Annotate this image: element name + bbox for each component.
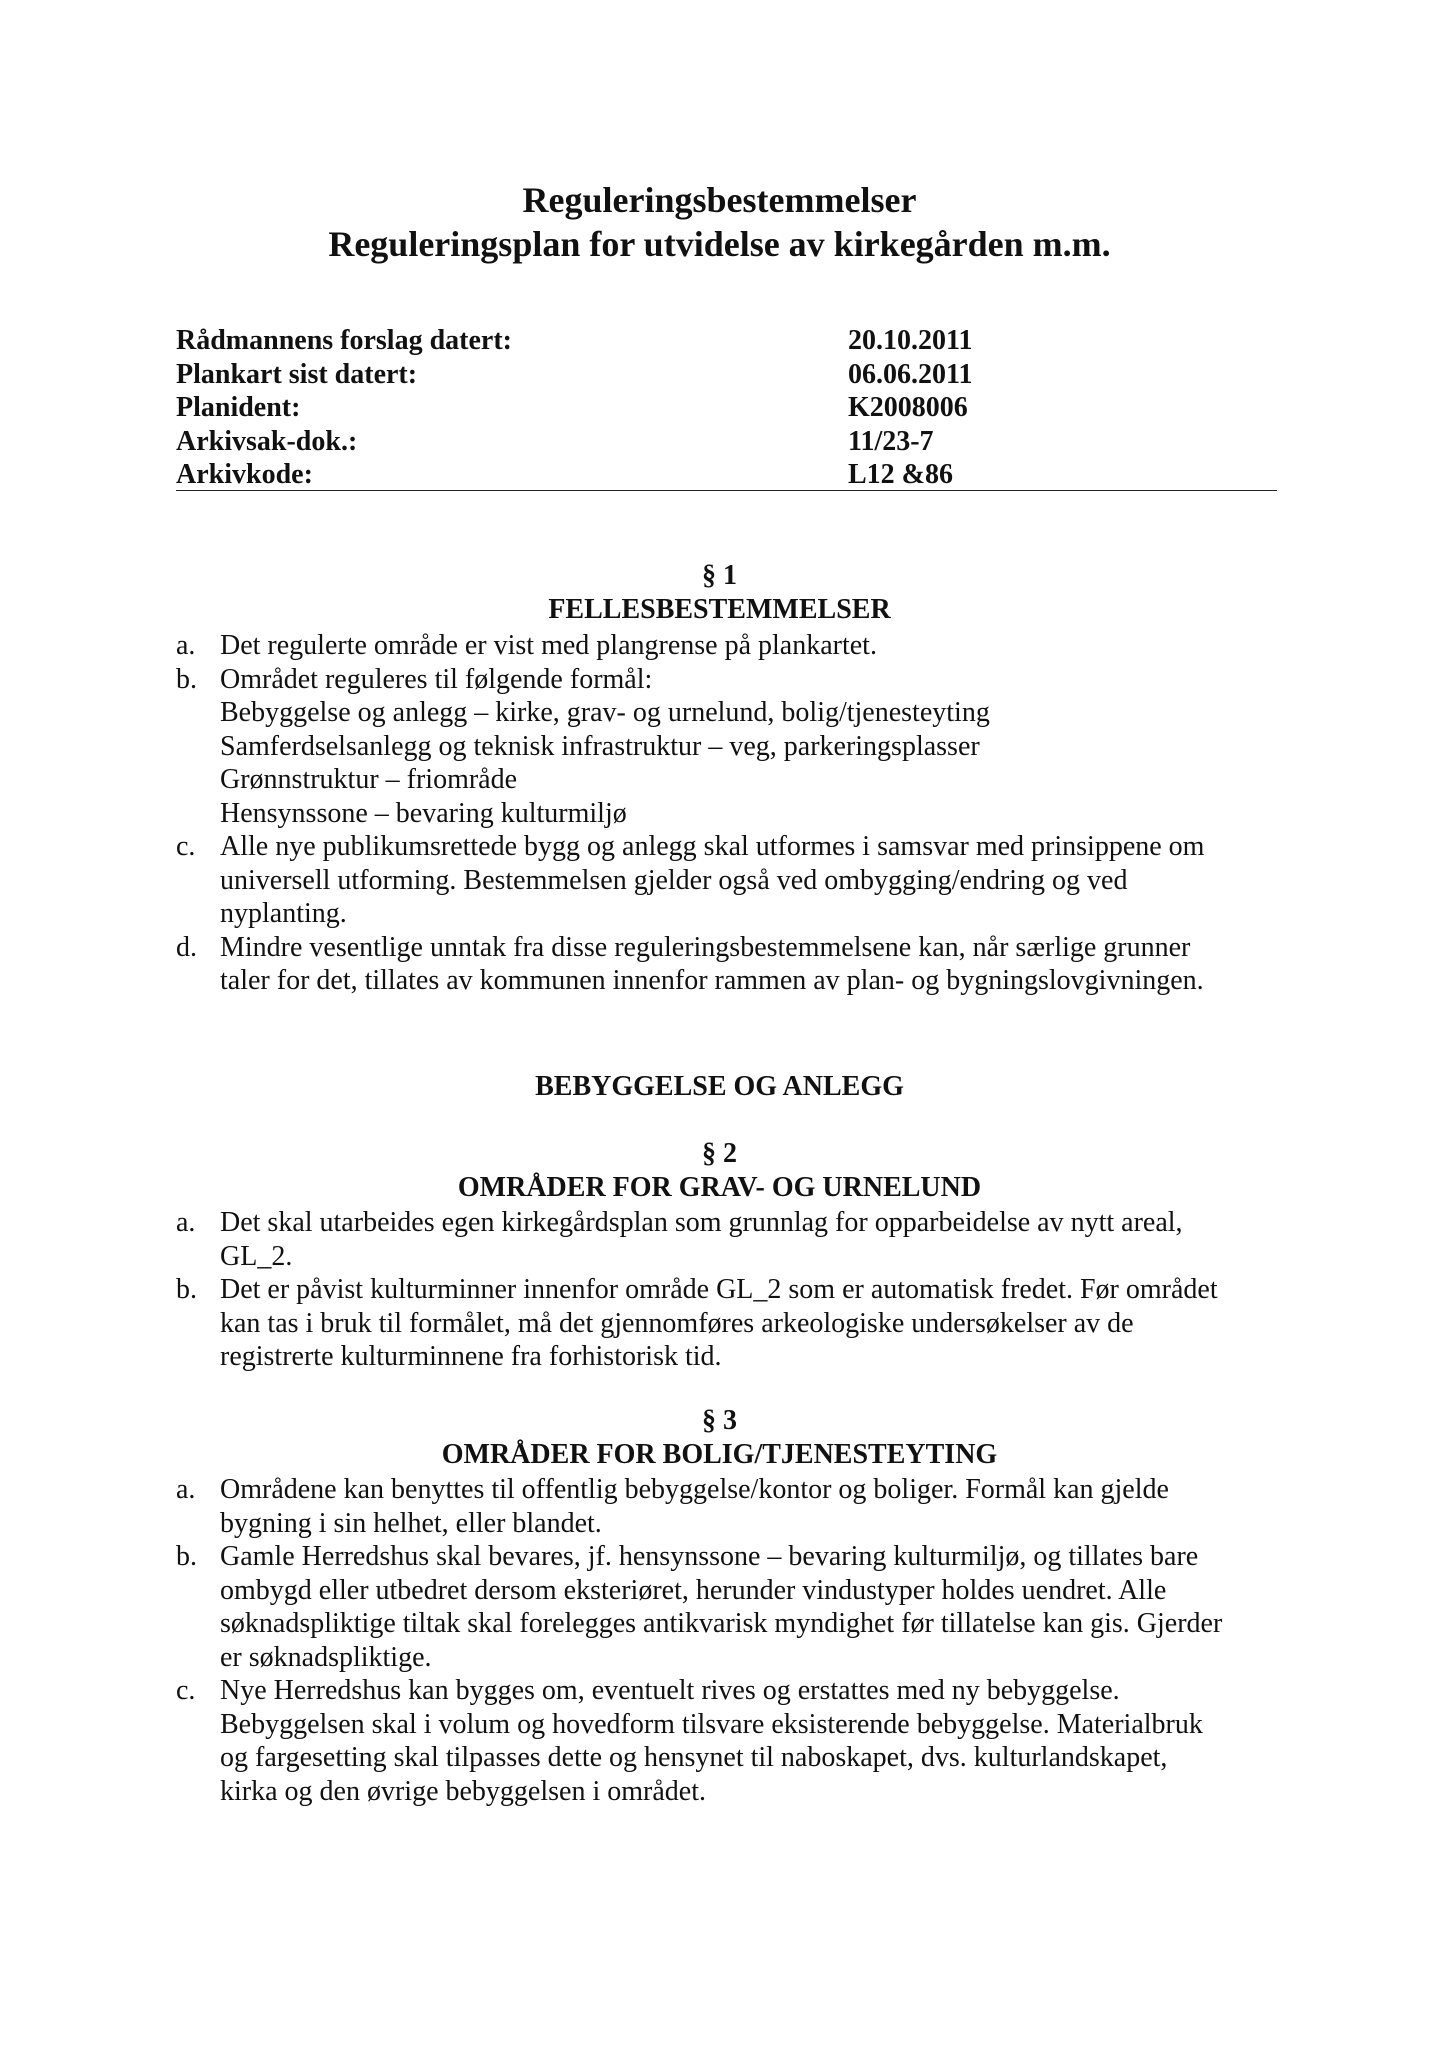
item-text: nyplanting. (220, 898, 347, 929)
item-text: universell utforming. Bestemmelsen gjelder også ved ombygging/endring og ved (220, 864, 1128, 896)
section-1-items (176, 629, 1286, 998)
item-text: og fargesetting skal tilpasses dette og hensynet til naboskapet, dvs. kulturlandskapet, (220, 1742, 1168, 1773)
item-text: bygning i sin helhet, eller blandet. (220, 1507, 602, 1539)
metadata-label: Rådmannens forslag datert: (176, 325, 512, 356)
section-2-heading: OMRÅDER FOR GRAV- OG URNELUND (457, 1172, 982, 1203)
metadata-value: 11/23-7 (848, 425, 934, 457)
item-text: registrerte kulturminnene fra forhistorisk tid. (220, 1341, 722, 1372)
group-heading: BEBYGGELSE OG ANLEGG (535, 1071, 904, 1102)
list-item (176, 1273, 1286, 1374)
item-text: Det skal utarbeides egen kirkegårdsplan som grunnlag for opparbeidelse av nytt areal, (220, 1207, 1183, 1238)
item-letter: b. (176, 1541, 197, 1572)
item-text: kirka og den øvrige bebyggelsen i området. (220, 1775, 706, 1807)
item-text: Nye Herredshus kan bygges om, eventuelt rives og erstattes med ny bebyggelse. (220, 1675, 1120, 1706)
item-letter: b. (176, 1274, 197, 1305)
item-text: Områdene kan benyttes til offentlig bebyggelse/kontor og boliger. Formål kan gjelde (220, 1474, 1169, 1505)
list-item (176, 1540, 1286, 1674)
metadata-value: 20.10.2011 (848, 325, 973, 356)
item-text: taler for det, tillates av kommunen innenfor rammen av plan- og bygningslovgivningen. (220, 965, 1204, 996)
item-text: GL_2. (220, 1240, 293, 1272)
item-text: kan tas i bruk til formålet, må det gjennomføres arkeologiske undersøkelser av de (220, 1307, 1134, 1339)
section-3-heading: OMRÅDER FOR BOLIG/TJENESTEYTING (441, 1439, 998, 1470)
item-letter: a. (176, 1207, 196, 1238)
item-text: Samferdselsanlegg og teknisk infrastruktur – veg, parkeringsplasser (220, 730, 980, 762)
metadata-row (176, 358, 1277, 392)
section-1-heading: FELLESBESTEMMELSER (548, 594, 891, 625)
item-text: Grønnstruktur – friområde (220, 764, 518, 795)
item-letter: c. (176, 1675, 196, 1706)
metadata-label: Plankart sist datert: (176, 358, 418, 390)
item-text: er søknadspliktige. (220, 1641, 432, 1673)
list-item (176, 1473, 1286, 1540)
section-3-items (176, 1473, 1286, 1808)
list-item (176, 663, 1286, 831)
item-text: Det er påvist kulturminner innenfor område GL_2 som er automatisk fredet. Før området (220, 1274, 1218, 1305)
section-3-number: § 3 (702, 1405, 737, 1436)
document-subtitle: Reguleringsplan for utvidelse av kirkegården m.m. (328, 224, 1111, 264)
metadata-label: Planident: (176, 392, 301, 423)
metadata-row (176, 324, 1277, 358)
item-text: Området reguleres til følgende formål: (220, 663, 653, 695)
section-1-number: § 1 (702, 560, 737, 591)
metadata-value: K2008006 (848, 392, 968, 423)
item-letter: a. (176, 1474, 196, 1505)
list-item (176, 830, 1286, 931)
document-title: Reguleringsbestemmelser (522, 180, 917, 220)
metadata-label: Arkivsak-dok.: (176, 425, 358, 457)
metadata-row (176, 391, 1277, 425)
item-text: Bebyggelsen skal i volum og hovedform tilsvare eksisterende bebyggelse. Materialbruk (220, 1708, 1203, 1740)
item-text: ombygd eller utbedret dersom eksteriøret, herunder vindustyper holdes uendret. Alle (220, 1574, 1167, 1606)
metadata-label: Arkivkode: (176, 459, 313, 490)
metadata-row (176, 458, 1277, 492)
list-item (176, 931, 1286, 998)
item-text: søknadspliktige tiltak skal forelegges antikvarisk myndighet før tillatelse kan gis. Gjerder (220, 1608, 1223, 1639)
item-text: Mindre vesentlige unntak fra disse reguleringsbestemmelsene kan, når særlige grunner (220, 931, 1191, 963)
list-item (176, 1206, 1286, 1273)
list-item (176, 629, 1286, 663)
metadata-value: 06.06.2011 (848, 358, 973, 390)
item-letter: d. (176, 931, 197, 963)
metadata-value: L12 &86 (848, 459, 953, 490)
item-text: Hensynssone – bevaring kulturmiljø (220, 797, 627, 829)
item-letter: c. (176, 831, 196, 862)
metadata-divider (176, 490, 1277, 491)
section-2-items (176, 1206, 1286, 1374)
item-text: Bebyggelse og anlegg – kirke, grav- og urnelund, bolig/tjenesteyting (220, 697, 990, 728)
item-text: Gamle Herredshus skal bevares, jf. hensynssone – bevaring kulturmiljø, og tillates bare (220, 1541, 1199, 1572)
metadata-table (176, 324, 1277, 492)
section-2-number: § 2 (702, 1138, 737, 1169)
item-letter: b. (176, 663, 197, 695)
item-letter: a. (176, 630, 196, 661)
metadata-row (176, 425, 1277, 459)
item-text: Alle nye publikumsrettede bygg og anlegg skal utformes i samsvar med prinsippene om (220, 831, 1205, 862)
list-item (176, 1674, 1286, 1808)
item-text: Det regulerte område er vist med plangrense på plankartet. (220, 630, 877, 661)
